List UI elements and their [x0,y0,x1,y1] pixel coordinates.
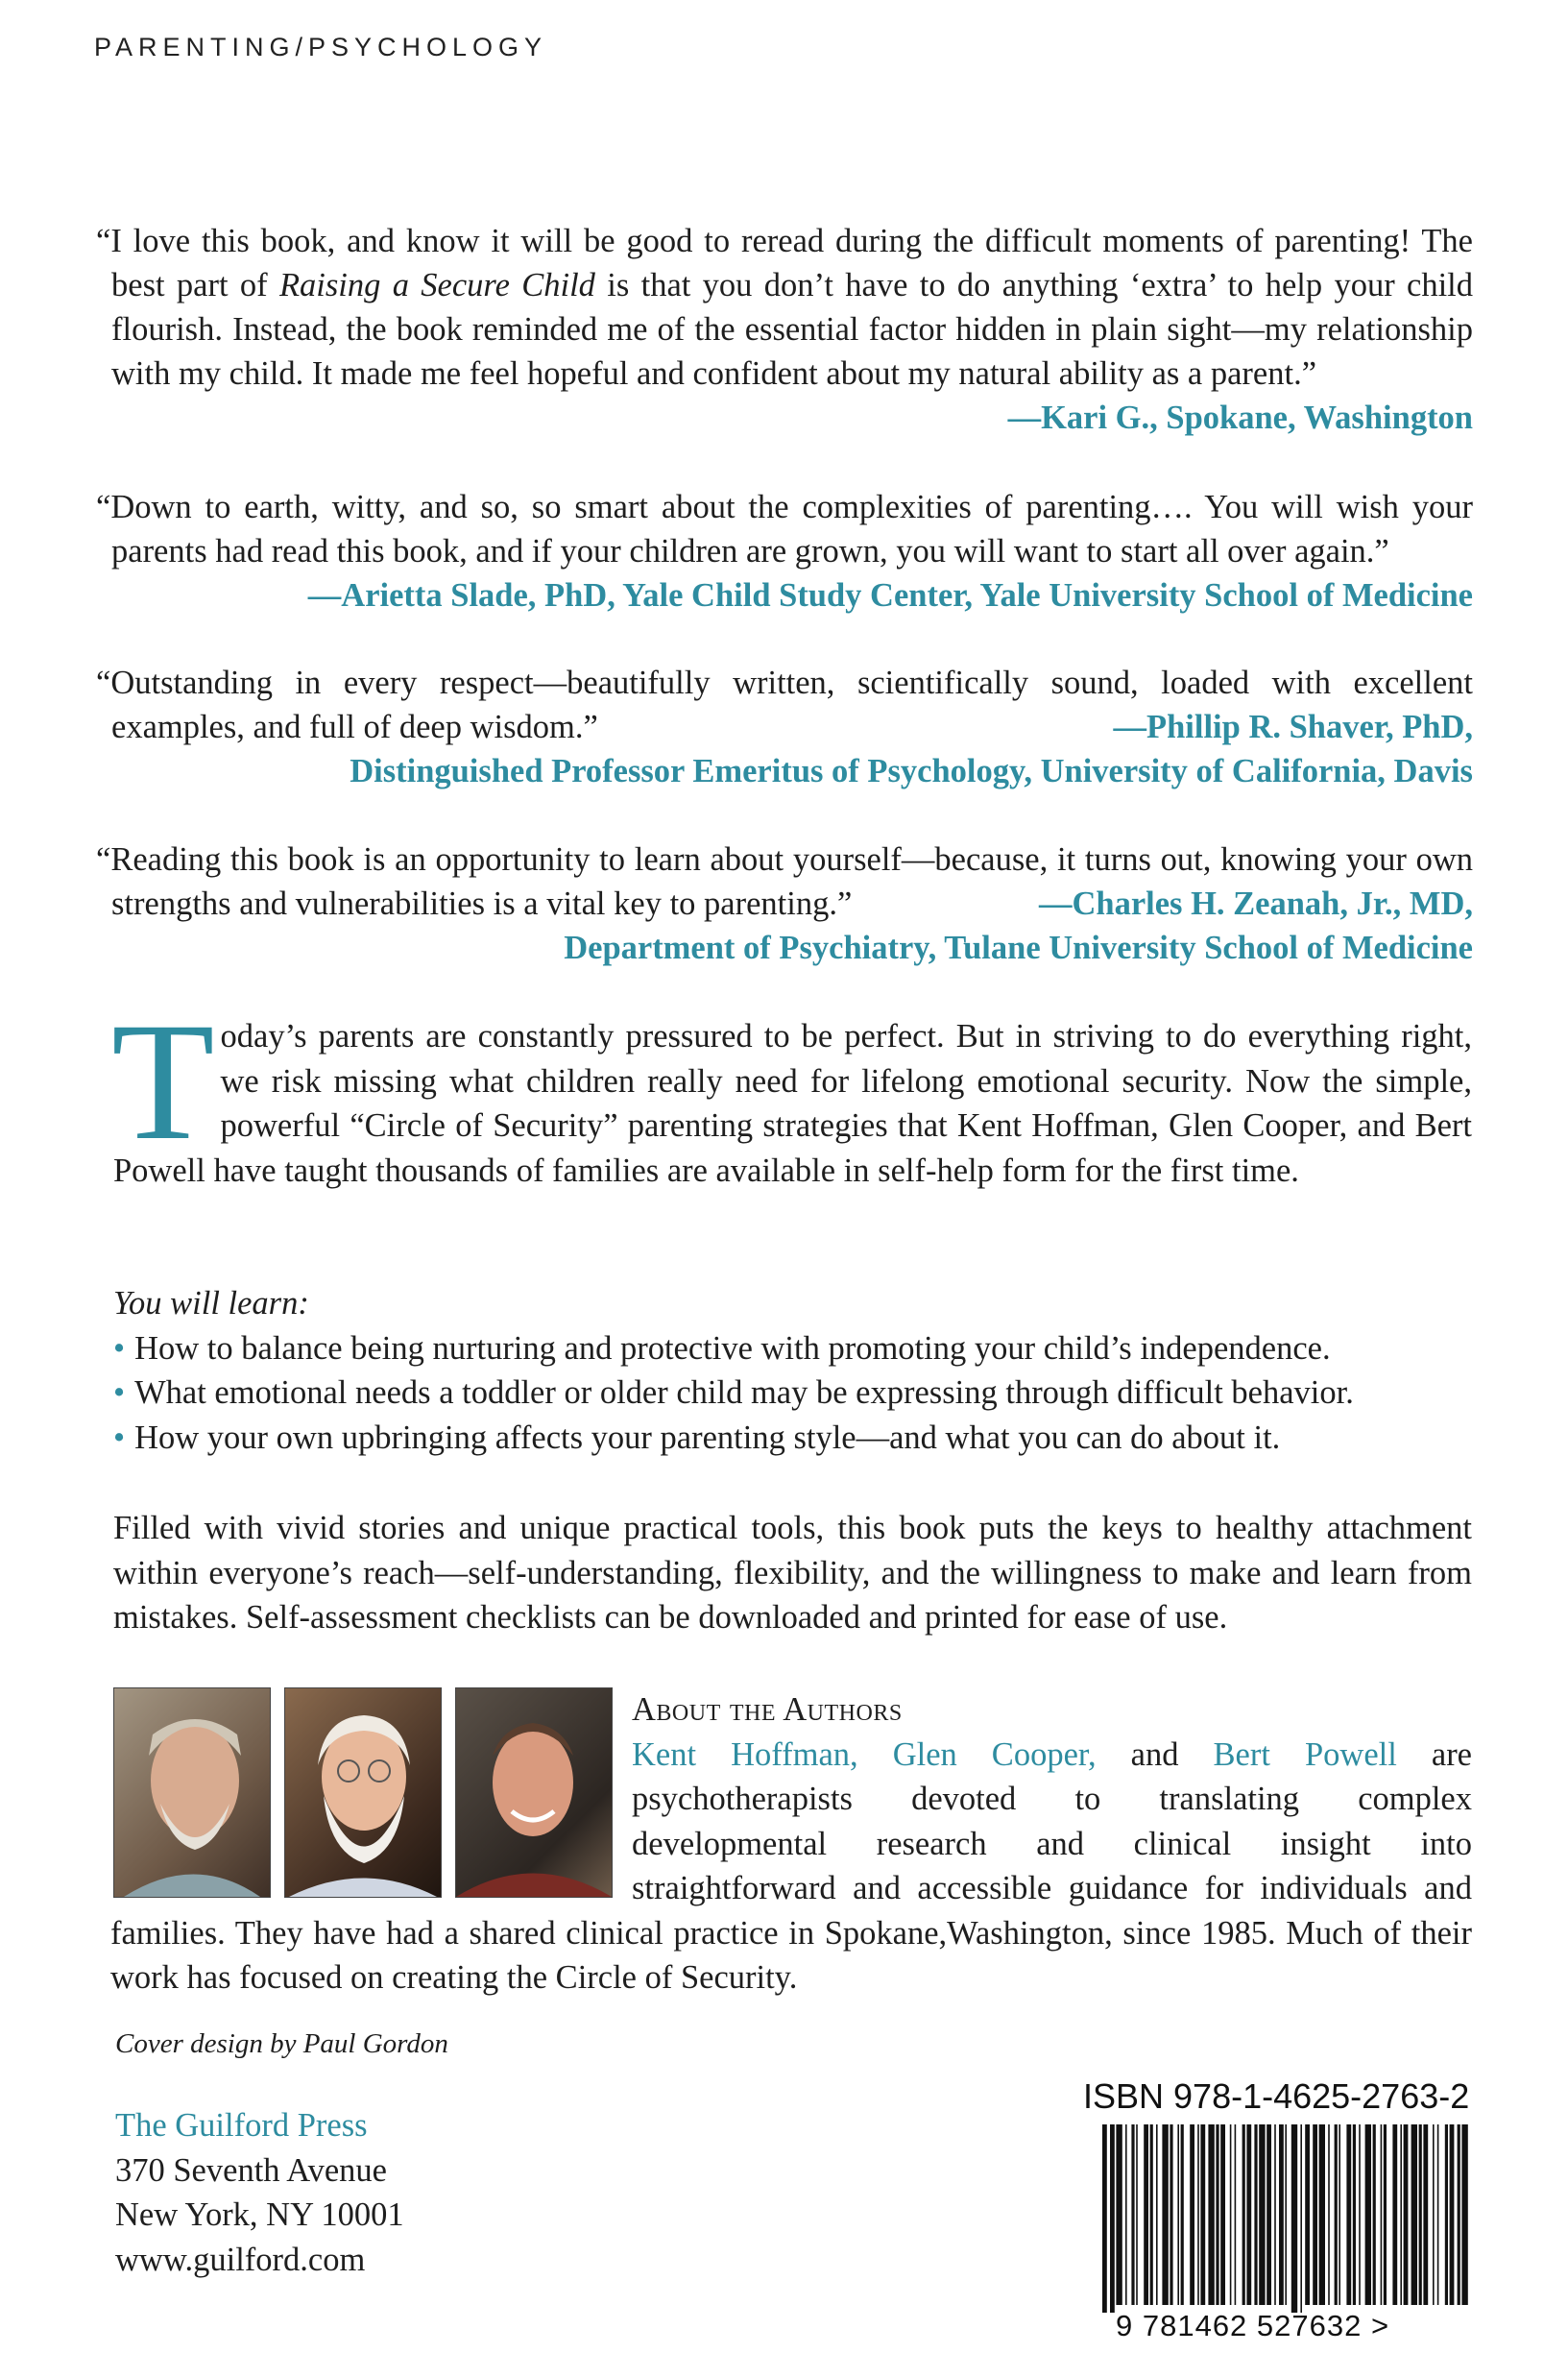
learn-list [113,1326,1472,1461]
book-title: Raising a Secure Child [278,267,595,303]
publisher-street: 370 Seventh Avenue [115,2151,387,2189]
list-item: • What emotional needs a toddler or older child may be expressing through difficult behavior. [113,1371,1472,1416]
barcode-bar [1136,2124,1138,2305]
quote-attribution: —Phillip R. Shaver, PhD, [1113,709,1473,745]
category-label: PARENTING/PSYCHOLOGY [94,33,548,61]
barcode-bar [1242,2124,1245,2305]
publisher-website: www.guilford.com [115,2241,366,2278]
barcode-bar [1450,2124,1455,2305]
barcode-bar [1313,2124,1317,2305]
barcode-bar [1335,2124,1338,2305]
barcode-bar [1274,2124,1276,2305]
barcode-bar [1423,2124,1428,2305]
barcode-bar [1150,2124,1153,2305]
quote-text: “I love this book, and know it will be good to reread during the difficult moments of parenting! The best part of [96,223,1473,303]
quote-attribution-affiliation: Department of Psychiatry, Tulane University School of Medicine [564,930,1473,966]
barcode-bar [1110,2124,1115,2313]
about-authors-heading: About the Authors [632,1691,903,1728]
barcode-bar [1373,2124,1376,2305]
barcode-bar [1384,2124,1387,2305]
author-names: Kent Hoffman, Glen Cooper, [632,1735,1097,1773]
barcode-bar [1259,2124,1265,2305]
barcode-digits: 9 781462 527632 > [1116,2309,1390,2342]
barcode-image [1102,2124,1472,2313]
endorsement-quote-4 [96,837,1473,970]
barcode-bar [1411,2124,1417,2305]
publisher-name: The Guilford Press [115,2107,368,2144]
barcode-bar [1131,2124,1134,2305]
barcode-bar [1359,2124,1361,2305]
barcode-bar [1170,2124,1172,2305]
quote-attribution: —Kari G., Spokane, Washington [1007,400,1473,436]
barcode-bar [1116,2124,1122,2305]
summary-paragraph: Filled with vivid stories and unique practical tools, this book puts the keys to healthy attachment within everyone’s reach—self-understanding, flexibility, and the willingness to make and learn from mistakes. Self-assessment checklists can be downloaded and printed for ease of use. [113,1510,1472,1636]
barcode-bar [1254,2124,1257,2305]
barcode-bar [1365,2124,1371,2305]
barcode-bar [1291,2124,1297,2313]
barcode-bar [1346,2124,1351,2305]
barcode-bar [1220,2124,1225,2305]
barcode-bar [1246,2124,1251,2305]
learn-section [113,1281,1472,1460]
list-item: • How to balance being nurturing and protective with promoting your child’s independence. [113,1326,1472,1371]
barcode-bar [1200,2124,1205,2305]
quote-text: “Outstanding in every respect—beautifully written, scientifically sound, loaded with excellent examples, and full of deep wisdom.” [96,665,1473,745]
barcode-bar [1177,2124,1179,2305]
drop-cap: T [111,988,215,1176]
endorsement-quote-3 [96,661,1473,793]
barcode-bar [1419,2124,1422,2305]
barcode-bar [1162,2124,1168,2305]
intro-paragraph [111,988,1472,1193]
barcode-bar [1437,2124,1439,2305]
quote-attribution: —Charles H. Zeanah, Jr., MD, [1038,885,1473,922]
barcode-bar [1353,2124,1356,2305]
barcode-bar [1319,2124,1325,2305]
barcode-bar [1381,2124,1383,2305]
quote-attribution: —Arietta Slade, PhD, Yale Child Study Center, Yale University School of Medicine [307,577,1473,614]
barcode-bar [1400,2124,1402,2305]
authors-bio: are psychotherapists devoted to translating complex developmental research and clinical insight into straightforward and accessible guidance for individuals and families. They have had a shared clinical practice in Spokane,Washington, since 1985. Much of their work has focused on creating the Circle of Security. [110,1735,1472,1996]
barcode-bar [1197,2124,1199,2305]
endorsement-quote-1 [96,219,1473,440]
intro-text: oday’s parents are constantly pressured to be perfect. But in striving to do everything right, we risk missing what children really need for lifelong emotional security. Now the simple, powerful “Circle of Security” parenting strategies that Kent Hoffman, Glen Cooper, and Bert Powell have taught thousands of families are available in self-help form for the first time. [113,1018,1472,1189]
barcode-bar [1392,2124,1397,2305]
barcode-bar [1102,2124,1107,2313]
barcode-bar [1339,2124,1340,2305]
barcode-bar [1445,2124,1448,2305]
author-names-conjunction: and [1096,1735,1214,1773]
endorsement-quote-2 [96,485,1473,618]
barcode-bar [1144,2124,1148,2305]
barcode-bar [1190,2124,1194,2305]
barcode-bar [1125,2124,1127,2305]
barcode-bar [1216,2124,1218,2305]
cover-design-credit: Cover design by Paul Gordon [115,2028,448,2059]
publisher-city: New York, NY 10001 [115,2196,404,2233]
barcode-bar [1328,2124,1330,2305]
quote-text: “Reading this book is an opportunity to learn about yourself—because, it turns out, knowing your own strengths and vulnerabilities is a vital key to parenting.” [96,841,1473,922]
barcode-bar [1230,2124,1232,2305]
about-authors [110,1687,1472,2001]
learn-heading: You will learn: [113,1285,309,1322]
author-name-bert-powell: Bert Powell [1213,1735,1397,1773]
quote-text: is that you don’t have to do anything ‘extra’ to help your child flourish. Instead, the book reminded me of the essential factor hidden in plain sight—my relationship with my child. It made me feel hopeful and confident about my natural ability as a parent.” [111,267,1474,392]
barcode-bar [1181,2124,1184,2305]
isbn-label: ISBN 978-1-4625-2763-2 [1083,2076,1470,2116]
barcode-bar [1300,2124,1302,2313]
quote-text: “Down to earth, witty, and so, so smart about the complexities of parenting…. You will wish your parents had read this book, and if your children are grown, you will want to start all over again.” [96,489,1473,570]
barcode-bar [1279,2124,1284,2305]
barcode-bar [1156,2124,1158,2305]
quote-attribution-affiliation: Distinguished Professor Emeritus of Psychology, University of California, Davis [350,753,1473,789]
barcode-bar [1266,2124,1271,2305]
barcode-bar [1458,2124,1460,2305]
publisher-address [115,2103,404,2282]
barcode-bar [1208,2124,1214,2305]
barcode-bar [1285,2124,1287,2305]
photo-spacer [110,1687,632,1891]
barcode-bar [1404,2124,1409,2305]
list-item: • How your own upbringing affects your parenting style—and what you can do about it. [113,1416,1472,1461]
barcode-bar [1235,2124,1237,2305]
barcode-bar [1461,2124,1467,2305]
barcode-bar [1305,2124,1310,2305]
barcode-bar [1433,2124,1435,2305]
